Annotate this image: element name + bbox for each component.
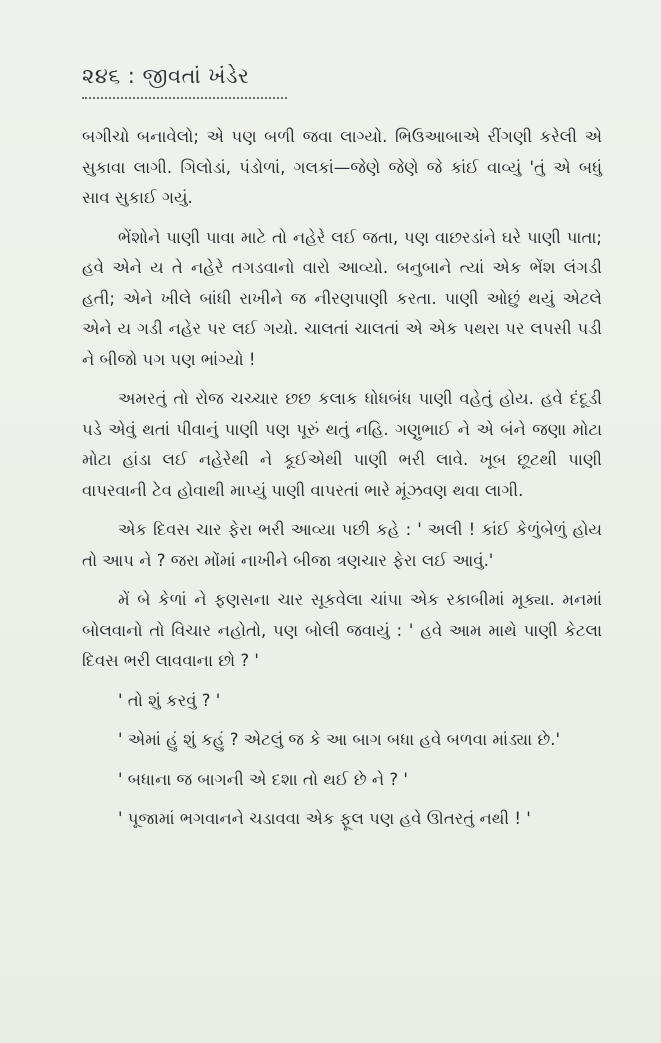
paragraph-3: અમરતું તો રોજ ચચ્ચાર છછ કલાક ધોધબંધ પાણી વહેતું હોય. હવે દંદૂડી પડે એવું થતાં પીવાનું પાણી પણ પૂરું થતું નહિ. ગણુભાઈ ને એ બંને જણા મોટા મોટા હાંડા લઈ નહેરેથી ને કૂઈએથી પાણી ભરી લાવે. ખૂબ છૂટથી પાણી વાપરવાની ટેવ હોવાથી માપ્યું પાણી વાપરતાં ભારે મૂંઝવણ થવા લાગી.: [82, 389, 602, 500]
running-head: ૨૪૬ : જીવતાં ખંડેર: [82, 64, 250, 88]
paragraph-6: ' તો શું કરવું ? ': [118, 690, 221, 710]
body-text: [82, 122, 602, 844]
header-divider: [82, 97, 287, 99]
paragraph-9: ' પૂજામાં ભગવાનને ચડાવવા એક ફૂલ પણ હવે ઊતરતું નથી ! ': [118, 809, 531, 828]
paragraph-5: મેં બે કેળાં ને ફણસના ચાર સૂકવેલા ચાંપા એક રકાબીમાં મૂક્યા. મનમાં બોલવાનો તો વિચાર નહોતો, પણ બોલી જવાયું : ' હવે આમ માથે પાણી કેટલા દિવસ ભરી લાવવાના છો ? ': [82, 590, 602, 670]
paragraph-8: ' બધાના જ બાગની એ દશા તો થઈ છે ને ? ': [118, 769, 408, 789]
paragraph-1: બગીચો બનાવેલો; એ પણ બળી જવા લાગ્યો. ભિઉઆબાએ રીંગણી કરેલી એ સુકાવા લાગી. ગિલોડાં, પંડોળાં, ગલકાં—જેણે જેણે જે કાંઈ વાવ્યું 'તું એ બધું સાવ સુકાઈ ગયું.: [82, 127, 602, 207]
paragraph-4: એક દિવસ ચાર ફેરા ભરી આવ્યા પછી કહે : ' અલી ! કાંઈ કેળુંબેળું હોય તો આપ ને ? જરા મોંમાં નાખીને બીજા ત્રણચાર ફેરા લઈ આવું.': [82, 520, 602, 570]
paragraph-7: ' એમાં હું શું કહું ? એટલું જ કે આ બાગ બધા હવે બળવા માંડ્યા છે.': [118, 730, 560, 749]
paragraph-2: ભેંશોને પાણી પાવા માટે તો નહેરે લઈ જતા, પણ વાછરડાંને ઘરે પાણી પાતા; હવે એને ય તે નહેરે તગડવાનો વારો આવ્યો. બનુબાને ત્યાં એક ભેંશ લંગડી હતી; એને ખીલે બાંધી રાખીને જ નીરણપાણી કરતા. પાણી ઓછું થયું એટલે એને ય ગડી નહેર પર લઈ ગયો. ચાલતાં ચાલતાં એ એક પથરા પર લપસી પડી ને બીજો પગ પણ ભાંગ્યો !: [82, 227, 602, 369]
